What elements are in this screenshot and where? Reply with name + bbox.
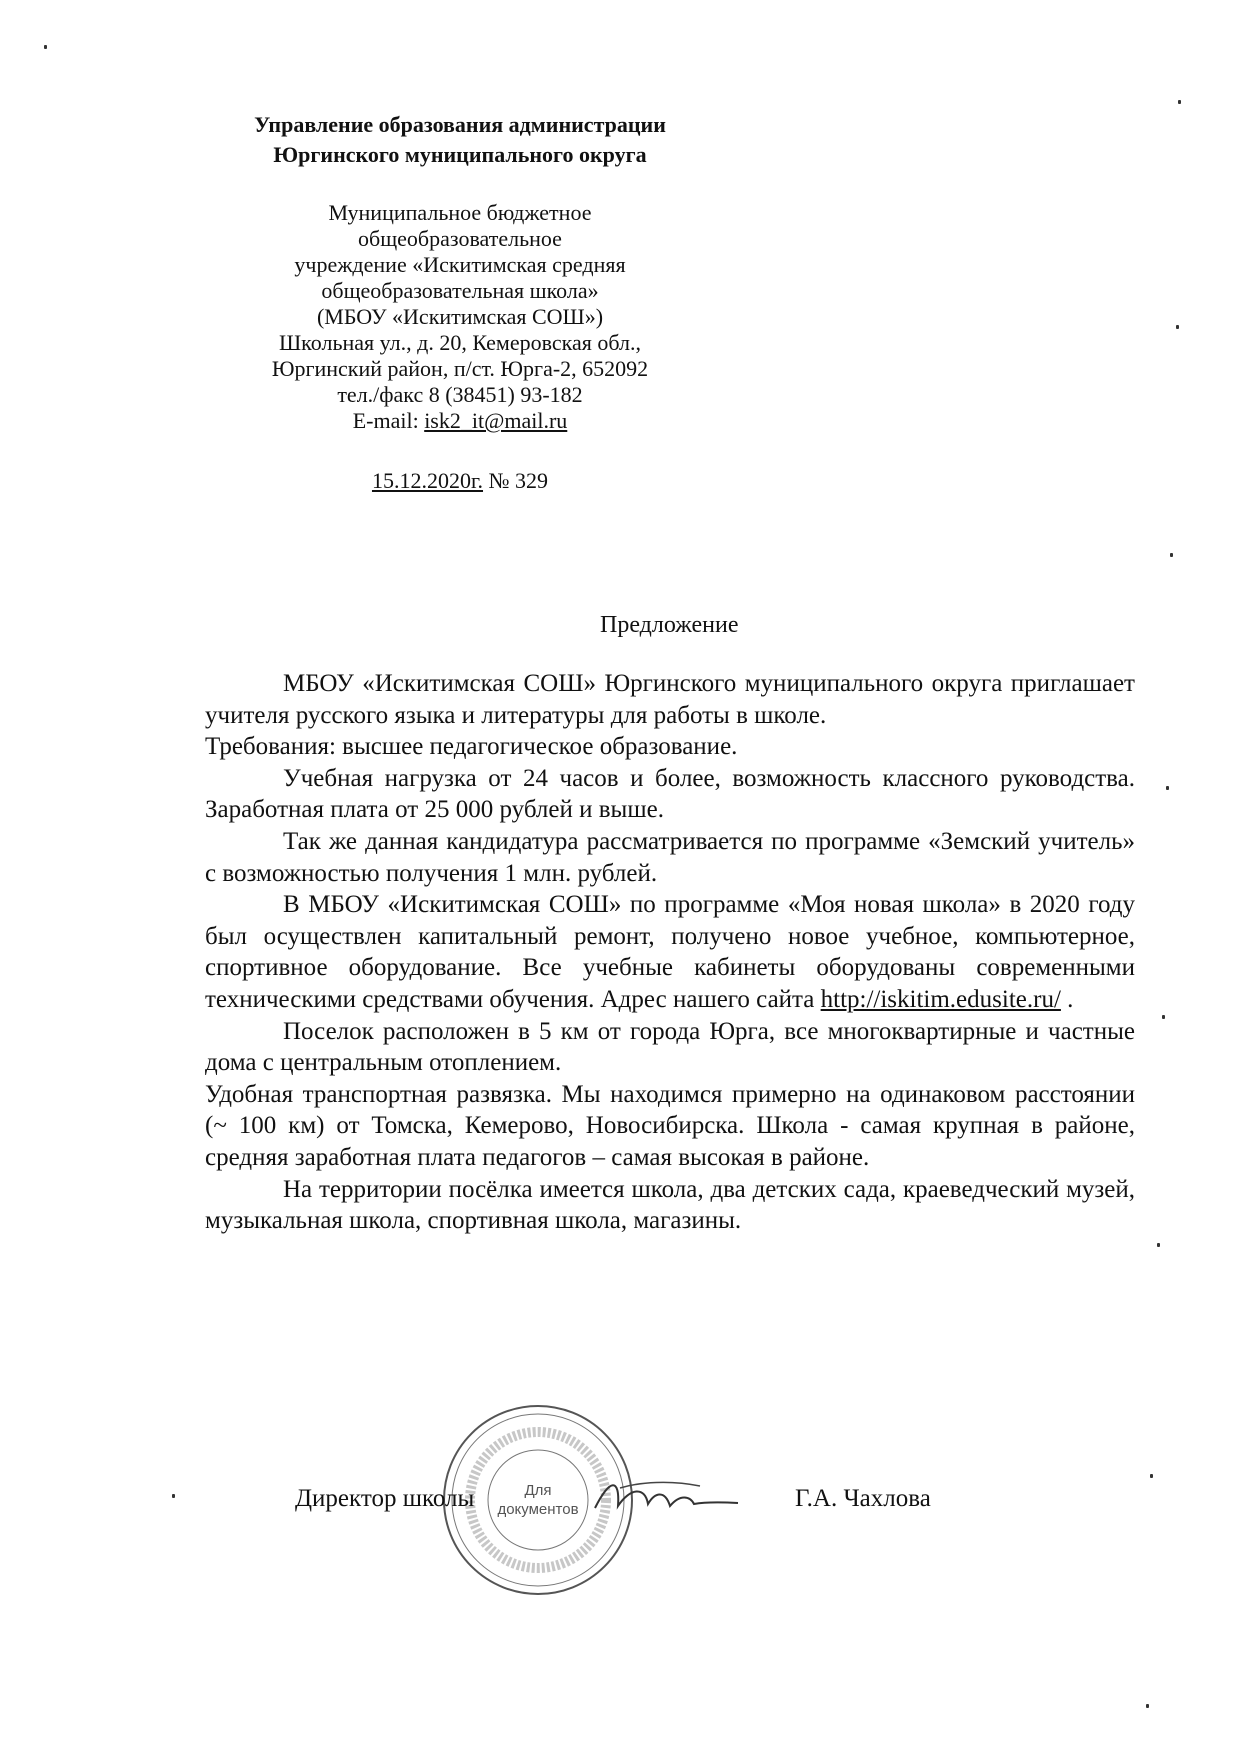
signature-row <box>295 1485 1015 1525</box>
scan-speck <box>1170 553 1173 557</box>
email-line <box>220 408 700 434</box>
scan-speck <box>44 45 47 49</box>
scan-speck <box>1146 1704 1149 1708</box>
paragraph-renovation-end: . <box>1060 985 1074 1013</box>
scan-speck <box>1150 1474 1153 1478</box>
paragraph-location: Поселок расположен в 5 км от города Юрга, все многоквартирные и частные дома с центральным отоплением. <box>205 1017 1135 1077</box>
website-link[interactable]: http://iskitim.edusite.ru/ <box>820 985 1061 1013</box>
school-line: общеобразовательное <box>358 226 562 251</box>
org-name-line2: Юргинского муниципального округа <box>273 142 647 167</box>
stamp-center-line2: документов <box>497 1501 579 1518</box>
school-line: тел./факс 8 (38451) 93-182 <box>337 382 583 407</box>
org-name-line1: Управление образования администрации <box>254 112 666 137</box>
school-line: учреждение «Искитимская средняя <box>294 252 626 277</box>
scan-speck <box>172 1494 175 1498</box>
signatory-position: Директор школы <box>295 1485 475 1512</box>
stamp-center-line1: Для <box>524 1482 552 1499</box>
school-line: Юргинский район, п/ст. Юрга-2, 652092 <box>271 356 649 381</box>
paragraph-transport: Удобная транспортная развязка. Мы находимся примерно на одинаковом расстоянии (~ 100 км) от Томска, Кемерово, Новосибирска. Школа - самая крупная в районе, средняя заработная плата педагогов – самая высокая в районе. <box>205 1080 1135 1171</box>
letter-number: № 329 <box>488 468 549 493</box>
date-number-line <box>220 468 700 494</box>
paragraph-workload: Учебная нагрузка от 24 часов и более, возможность классного руководства. Заработная плата от 25 000 рублей и выше. <box>205 764 1135 824</box>
email-label: E-mail: <box>352 408 425 433</box>
letter-date: 15.12.2020г. <box>371 468 484 493</box>
school-line: (МБОУ «Искитимская СОШ») <box>316 304 604 329</box>
scan-speck <box>1178 100 1181 104</box>
document-title: Предложение <box>600 612 739 638</box>
paragraph-renovation <box>205 889 1135 1015</box>
signatory-name: Г.А. Чахлова <box>795 1485 931 1512</box>
paragraph-infrastructure: На территории посёлка имеется школа, два детских сада, краеведческий музей, музыкальная школа, спортивная школа, магазины. <box>205 1175 1135 1235</box>
letterhead <box>220 110 700 494</box>
scan-speck <box>1166 786 1169 790</box>
paragraph-invitation: МБОУ «Искитимская СОШ» Юргинского муниципального округа приглашает учителя русского языка и литературы для работы в школе. <box>205 670 1135 729</box>
scan-speck <box>1176 325 1179 329</box>
school-line: общеобразовательная школа» <box>321 278 599 303</box>
school-line: Муниципальное бюджетное <box>328 200 592 225</box>
paragraph-renovation-text: В МБОУ «Искитимская СОШ» по программе «Моя новая школа» в 2020 году был осуществлен капитальный ремонт, получено новое учебное, компьютерное, спортивное оборудование. Все учебные кабинеты оборудованы современными техническими средствами обучения. Адрес нашего сайта <box>205 891 1135 1013</box>
school-details <box>220 200 700 434</box>
school-line: Школьная ул., д. 20, Кемеровская обл., <box>278 330 642 355</box>
paragraph-requirements: Требования: высшее педагогическое образование. <box>205 733 738 761</box>
paragraph-program: Так же данная кандидатура рассматривается по программе «Земский учитель» с возможностью получения 1 млн. рублей. <box>205 827 1135 887</box>
email-link[interactable]: isk2_it@mail.ru <box>424 408 568 433</box>
document-body <box>205 668 1135 1237</box>
scan-speck <box>1162 1015 1165 1019</box>
scan-speck <box>1157 1243 1160 1247</box>
